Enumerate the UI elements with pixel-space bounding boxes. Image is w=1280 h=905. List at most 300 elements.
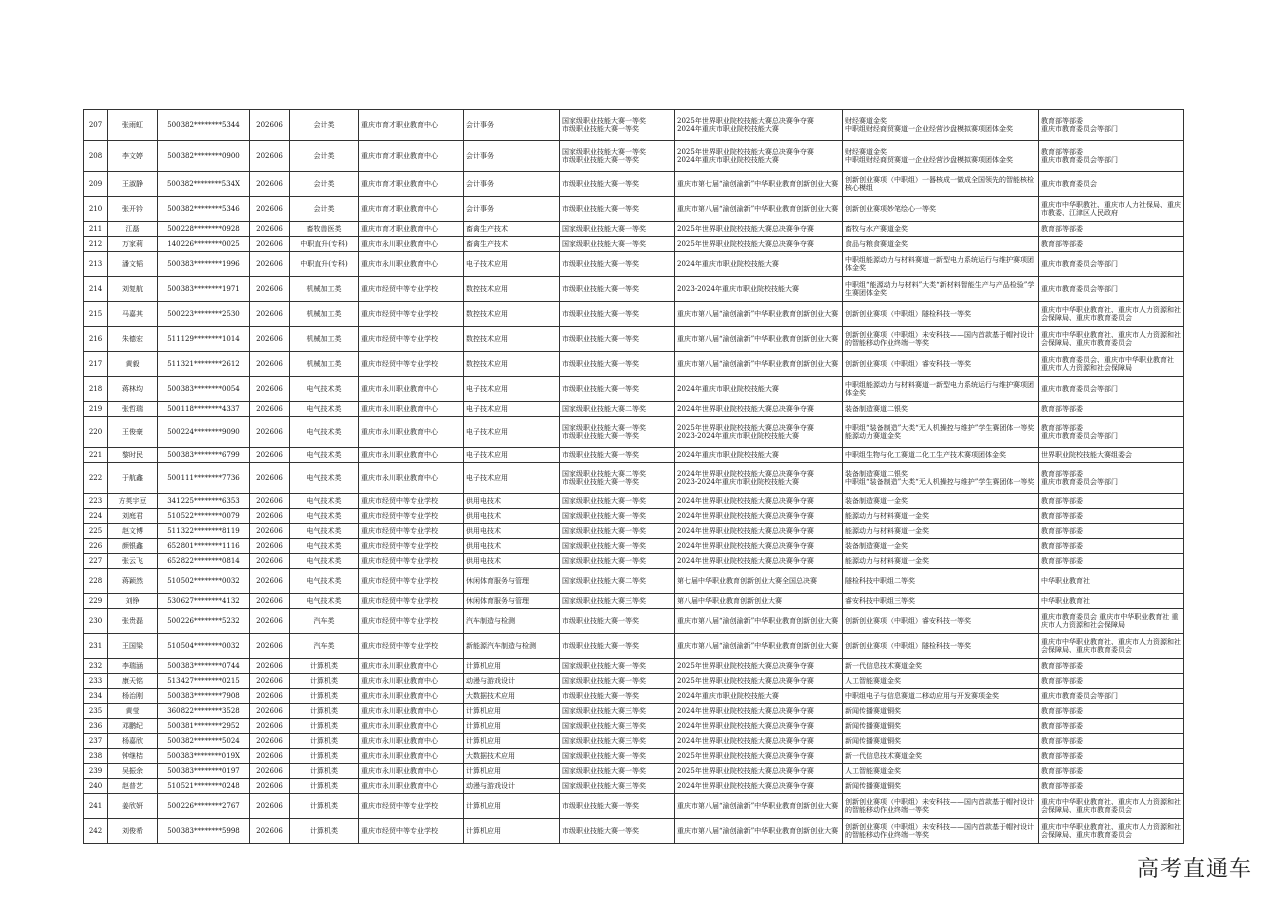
row-number-cell [84, 794, 108, 819]
award-level: 市级职业技能大赛一等奖 [562, 285, 639, 293]
major: 汽车制造与检测 [466, 617, 515, 625]
major: 计算机应用 [466, 662, 501, 670]
award-level: 国家级职业技能大赛二等奖 [562, 405, 646, 413]
major-cell [464, 689, 560, 704]
row-number-cell [84, 734, 108, 749]
school-cell [359, 352, 464, 377]
category: 汽车类 [313, 642, 335, 650]
award-level-cell [560, 494, 675, 509]
category: 计算机类 [310, 677, 338, 685]
table-row [84, 719, 1184, 734]
student-name: 刘铮 [125, 597, 140, 605]
competition-cell [675, 327, 843, 352]
school-cell [359, 197, 464, 222]
student-name: 于航鑫 [122, 474, 143, 482]
year: 202606 [256, 677, 283, 685]
year-cell [250, 277, 290, 302]
award-level: 国家级职业技能大赛三等奖 [562, 737, 646, 745]
organizer-cell [1039, 402, 1184, 417]
table-row [84, 110, 1184, 141]
id-number: 500383********1971 [167, 285, 240, 293]
award-level: 市级职业技能大赛一等奖 [562, 617, 639, 625]
organizer-cell [1039, 539, 1184, 554]
year-cell [250, 197, 290, 222]
year-cell [250, 302, 290, 327]
student-name: 李瑞涵 [122, 662, 143, 670]
award-cell [843, 509, 1039, 524]
student-name-cell [108, 172, 158, 197]
year-cell [250, 352, 290, 377]
student-name: 潘文韬 [122, 260, 143, 268]
major: 计算机应用 [466, 707, 501, 715]
table-row [84, 764, 1184, 779]
row-number-cell [84, 494, 108, 509]
student-name-cell [108, 197, 158, 222]
organizer: 世界职业院校技能大赛组委会 [1041, 451, 1132, 459]
year: 202606 [256, 205, 283, 213]
school-cell [359, 594, 464, 609]
school-cell [359, 237, 464, 252]
id-number: 500382********0900 [167, 152, 240, 160]
category: 畜牧兽医类 [306, 225, 342, 233]
organizer-cell [1039, 634, 1184, 659]
major-cell [464, 509, 560, 524]
student-name: 张云飞 [122, 557, 143, 565]
award-level-cell [560, 509, 675, 524]
award-level-cell [560, 222, 675, 237]
year-cell [250, 172, 290, 197]
year: 202606 [256, 428, 283, 436]
id-number: 500383********0054 [167, 385, 240, 393]
major: 供用电技术 [466, 542, 501, 550]
school: 重庆市经贸中等专业学校 [361, 512, 438, 520]
award-cell [843, 524, 1039, 539]
award-cell [843, 222, 1039, 237]
major-cell [464, 448, 560, 463]
award: 创新创业赛项（中职组）一器核成一做成全国领先的智能核检核心模组 [845, 176, 1034, 192]
row-number: 214 [88, 285, 103, 293]
award-cell [843, 237, 1039, 252]
major-cell [464, 539, 560, 554]
competition-cell [675, 524, 843, 539]
student-name-cell [108, 634, 158, 659]
school: 重庆市永川职业教育中心 [361, 782, 438, 790]
year-cell [250, 554, 290, 569]
category-cell [290, 252, 359, 277]
category-cell [290, 734, 359, 749]
year: 202606 [256, 240, 283, 248]
student-name-cell [108, 222, 158, 237]
organizer: 教育部等部委 重庆市教育委员会等部门 [1041, 470, 1118, 486]
row-number-cell [84, 197, 108, 222]
year: 202606 [256, 542, 283, 550]
organizer-cell [1039, 252, 1184, 277]
row-number: 226 [88, 542, 103, 550]
id-number: 500226********2767 [167, 802, 240, 810]
id-number: 652822********0814 [167, 557, 240, 565]
student-name-cell [108, 609, 158, 634]
row-number: 223 [88, 497, 103, 505]
award: 装备制造赛道二银奖 中职组“装备制造”大类“无人机操控与维护”学生赛团体一等奖 [845, 470, 1035, 486]
competition-cell [675, 402, 843, 417]
table-row [84, 609, 1184, 634]
row-number-cell [84, 448, 108, 463]
category-cell [290, 634, 359, 659]
competition: 重庆市第八届“渝创渝新”中华职业教育创新创业大赛 [677, 205, 839, 213]
row-number-cell [84, 594, 108, 609]
id-number-cell [158, 302, 250, 327]
student-name: 马嘉其 [122, 310, 143, 318]
organizer-cell [1039, 659, 1184, 674]
organizer-cell [1039, 779, 1184, 794]
school: 重庆市经贸中等专业学校 [361, 557, 438, 565]
organizer: 教育部等部委 [1041, 677, 1083, 685]
id-number-cell [158, 609, 250, 634]
award: 新闻传播赛道铜奖 [845, 707, 901, 715]
competition: 2025年世界职业院校技能大赛总决赛争夺赛 2023-2024年重庆市职业院校技能大赛 [677, 424, 814, 440]
award-cell [843, 689, 1039, 704]
row-number-cell [84, 569, 108, 594]
year-cell [250, 417, 290, 448]
organizer: 教育部等部委 [1041, 542, 1083, 550]
category: 电气技术类 [306, 428, 342, 436]
school: 重庆市经贸中等专业学校 [361, 542, 438, 550]
year-cell [250, 764, 290, 779]
category-cell [290, 237, 359, 252]
award-level-cell [560, 764, 675, 779]
school-cell [359, 734, 464, 749]
year: 202606 [256, 497, 283, 505]
table-row [84, 734, 1184, 749]
category: 电气技术类 [306, 527, 342, 535]
award: 能源动力与材料赛道一金奖 [845, 527, 929, 535]
row-number: 209 [88, 180, 103, 188]
school: 重庆市永川职业教育中心 [361, 428, 438, 436]
category: 电气技术类 [306, 557, 342, 565]
award-cell [843, 734, 1039, 749]
award-level-cell [560, 302, 675, 327]
school: 重庆市经贸中等专业学校 [361, 642, 438, 650]
table-row [84, 704, 1184, 719]
school-cell [359, 794, 464, 819]
award-cell [843, 448, 1039, 463]
student-name-cell [108, 674, 158, 689]
year-cell [250, 377, 290, 402]
organizer-cell [1039, 719, 1184, 734]
table-row [84, 463, 1184, 494]
award-cell [843, 659, 1039, 674]
category: 电气技术类 [306, 497, 342, 505]
competition-cell [675, 352, 843, 377]
award: 装备制造赛道一金奖 [845, 497, 908, 505]
id-number: 500383********0744 [167, 662, 240, 670]
school: 重庆市永川职业教育中心 [361, 752, 438, 760]
award-level: 市级职业技能大赛一等奖 [562, 260, 639, 268]
major-cell [464, 463, 560, 494]
organizer: 教育部等部委 [1041, 557, 1083, 565]
award-level: 国家级职业技能大赛三等奖 [562, 782, 646, 790]
row-number: 231 [88, 642, 103, 650]
major-cell [464, 674, 560, 689]
organizer-cell [1039, 594, 1184, 609]
major: 数控技术应用 [466, 285, 508, 293]
school: 重庆市经贸中等专业学校 [361, 802, 438, 810]
school-cell [359, 110, 464, 141]
category-cell [290, 554, 359, 569]
row-number: 240 [88, 782, 103, 790]
id-number-cell [158, 819, 250, 844]
category: 计算机类 [310, 827, 338, 835]
competition: 2025年世界职业院校技能大赛总决赛争夺赛 [677, 225, 814, 233]
student-name-cell [108, 689, 158, 704]
competition-cell [675, 141, 843, 172]
competition-cell [675, 554, 843, 569]
award-level-cell [560, 141, 675, 172]
id-number-cell [158, 494, 250, 509]
category-cell [290, 819, 359, 844]
organizer-cell [1039, 417, 1184, 448]
organizer: 教育部等部委 [1041, 737, 1083, 745]
major: 计算机应用 [466, 722, 501, 730]
organizer-cell [1039, 749, 1184, 764]
id-number: 500382********5024 [167, 737, 240, 745]
student-name: 黄莹 [125, 707, 140, 715]
student-name-cell [108, 569, 158, 594]
award-cell [843, 794, 1039, 819]
school: 重庆市永川职业教育中心 [361, 405, 438, 413]
row-number: 213 [88, 260, 103, 268]
year: 202606 [256, 802, 283, 810]
category: 机械加工类 [306, 285, 342, 293]
table-row [84, 749, 1184, 764]
award-cell [843, 377, 1039, 402]
award-level-cell [560, 609, 675, 634]
organizer: 重庆市教育委员会等部门 [1041, 385, 1118, 393]
organizer-cell [1039, 674, 1184, 689]
organizer: 教育部等部委 重庆市教育委员会等部门 [1041, 424, 1118, 440]
year: 202606 [256, 527, 283, 535]
organizer-cell [1039, 141, 1184, 172]
major-cell [464, 417, 560, 448]
award-cell [843, 110, 1039, 141]
award-level: 市级职业技能大赛一等奖 [562, 642, 639, 650]
school-cell [359, 172, 464, 197]
organizer-cell [1039, 704, 1184, 719]
award-cell [843, 569, 1039, 594]
award-cell [843, 172, 1039, 197]
school: 重庆市永川职业教育中心 [361, 767, 438, 775]
row-number: 215 [88, 310, 103, 318]
category-cell [290, 569, 359, 594]
id-number-cell [158, 634, 250, 659]
table-row [84, 237, 1184, 252]
award-cell [843, 704, 1039, 719]
row-number-cell [84, 509, 108, 524]
competition: 重庆市第八届“渝创渝新”中华职业教育创新创业大赛 [677, 642, 839, 650]
category: 计算机类 [310, 802, 338, 810]
award: 创新创业赛项妙笔绘心一等奖 [845, 205, 936, 213]
student-name-cell [108, 539, 158, 554]
category: 电气技术类 [306, 405, 342, 413]
organizer: 教育部等部委 [1041, 240, 1083, 248]
id-number: 510522********0079 [167, 512, 240, 520]
row-number: 222 [88, 474, 103, 482]
category-cell [290, 402, 359, 417]
award-cell [843, 141, 1039, 172]
school: 重庆市永川职业教育中心 [361, 260, 438, 268]
year-cell [250, 222, 290, 237]
row-number-cell [84, 402, 108, 417]
student-name: 王俊豪 [122, 428, 143, 436]
student-name: 颜银鑫 [122, 542, 143, 550]
category: 计算机类 [310, 707, 338, 715]
award-level-cell [560, 749, 675, 764]
category-cell [290, 448, 359, 463]
competition-cell [675, 819, 843, 844]
row-number: 241 [88, 802, 103, 810]
school: 重庆市育才职业教育中心 [361, 225, 438, 233]
award-table [83, 109, 1184, 844]
category-cell [290, 524, 359, 539]
major: 供用电技术 [466, 497, 501, 505]
major: 供用电技术 [466, 512, 501, 520]
organizer: 重庆市教育委员会 [1041, 180, 1097, 188]
school: 重庆市经贸中等专业学校 [361, 527, 438, 535]
competition-cell [675, 764, 843, 779]
award-cell [843, 417, 1039, 448]
competition: 2024年世界职业院校技能大赛总决赛争夺赛 [677, 557, 814, 565]
student-name: 康天铭 [122, 677, 143, 685]
student-name: 张贵磊 [122, 617, 143, 625]
organizer: 教育部等部委 [1041, 225, 1083, 233]
student-name-cell [108, 554, 158, 569]
category: 电气技术类 [306, 577, 342, 585]
competition: 重庆市第七届“渝创渝新”中华职业教育创新创业大赛 [677, 180, 839, 188]
major: 畜禽生产技术 [466, 240, 508, 248]
year-cell [250, 539, 290, 554]
award-level: 国家级职业技能大赛三等奖 [562, 722, 646, 730]
school: 重庆市永川职业教育中心 [361, 662, 438, 670]
row-number-cell [84, 524, 108, 539]
student-name: 黎时民 [122, 451, 143, 459]
id-number: 500223********2530 [167, 310, 240, 318]
year-cell [250, 141, 290, 172]
table-row [84, 302, 1184, 327]
major-cell [464, 569, 560, 594]
student-name: 刘庭君 [122, 512, 143, 520]
id-number: 511322********8119 [167, 527, 240, 535]
competition: 第八届中华职业教育创新创业大赛 [677, 597, 782, 605]
award: 装备制造赛道一金奖 [845, 542, 908, 550]
row-number-cell [84, 749, 108, 764]
award-cell [843, 352, 1039, 377]
student-name: 邓鹏纪 [122, 722, 143, 730]
major: 数控技术应用 [466, 360, 508, 368]
award-level: 国家级职业技能大赛一等奖 [562, 527, 646, 535]
category-cell [290, 719, 359, 734]
school-cell [359, 463, 464, 494]
award-level-cell [560, 634, 675, 659]
major-cell [464, 719, 560, 734]
student-name: 杨嘉欣 [122, 737, 143, 745]
id-number-cell [158, 704, 250, 719]
award-level: 市级职业技能大赛一等奖 [562, 310, 639, 318]
year-cell [250, 594, 290, 609]
school-cell [359, 417, 464, 448]
table-row [84, 494, 1184, 509]
major: 数控技术应用 [466, 310, 508, 318]
student-name: 江磊 [125, 225, 140, 233]
category: 机械加工类 [306, 360, 342, 368]
student-name-cell [108, 509, 158, 524]
award: 创新创业赛项（中职组）未安科技——国内首款基于帽衬设计的智能移动作业终端一等奖 [845, 823, 1034, 839]
id-number-cell [158, 110, 250, 141]
award: 中职组能源动力与材料赛道一新型电力系统运行与维护赛项团体金奖 [845, 381, 1034, 397]
student-name-cell [108, 764, 158, 779]
student-name: 张开钤 [122, 205, 143, 213]
row-number: 227 [88, 557, 103, 565]
category-cell [290, 327, 359, 352]
organizer-cell [1039, 172, 1184, 197]
school: 重庆市永川职业教育中心 [361, 692, 438, 700]
school-cell [359, 554, 464, 569]
year-cell [250, 110, 290, 141]
award: 新一代信息技术赛道金奖 [845, 662, 922, 670]
major-cell [464, 110, 560, 141]
year: 202606 [256, 707, 283, 715]
major-cell [464, 377, 560, 402]
competition: 重庆市第八届“渝创渝新”中华职业教育创新创业大赛 [677, 335, 839, 343]
table-row [84, 222, 1184, 237]
student-name-cell [108, 327, 158, 352]
competition: 重庆市第八届“渝创渝新”中华职业教育创新创业大赛 [677, 802, 839, 810]
award-level: 市级职业技能大赛一等奖 [562, 827, 639, 835]
competition: 重庆市第八届“渝创渝新”中华职业教育创新创业大赛 [677, 360, 839, 368]
school-cell [359, 569, 464, 594]
award-level-cell [560, 554, 675, 569]
award: 中职组“装备制造”大类“无人机操控与维护”学生赛团体一等奖 能源动力赛道金奖 [845, 424, 1035, 440]
major-cell [464, 634, 560, 659]
organizer-cell [1039, 352, 1184, 377]
row-number-cell [84, 609, 108, 634]
award-level-cell [560, 689, 675, 704]
award-level-cell [560, 704, 675, 719]
competition-cell [675, 569, 843, 594]
award: 食品与粮食赛道金奖 [845, 240, 908, 248]
category-cell [290, 352, 359, 377]
major: 动漫与游戏设计 [466, 677, 515, 685]
id-number: 510521********0248 [167, 782, 240, 790]
award-level-cell [560, 277, 675, 302]
id-number-cell [158, 749, 250, 764]
table-row [84, 252, 1184, 277]
student-name-cell [108, 524, 158, 539]
school-cell [359, 719, 464, 734]
organizer-cell [1039, 377, 1184, 402]
competition: 2024年重庆市职业院校技能大赛 [677, 692, 779, 700]
organizer: 教育部等部委 [1041, 767, 1083, 775]
award-level-cell [560, 172, 675, 197]
award-level-cell [560, 327, 675, 352]
category: 计算机类 [310, 782, 338, 790]
category-cell [290, 377, 359, 402]
award-level-cell [560, 402, 675, 417]
organizer-cell [1039, 609, 1184, 634]
year-cell [250, 509, 290, 524]
award-level-cell [560, 539, 675, 554]
id-number-cell [158, 172, 250, 197]
student-name: 赵普艺 [122, 782, 143, 790]
